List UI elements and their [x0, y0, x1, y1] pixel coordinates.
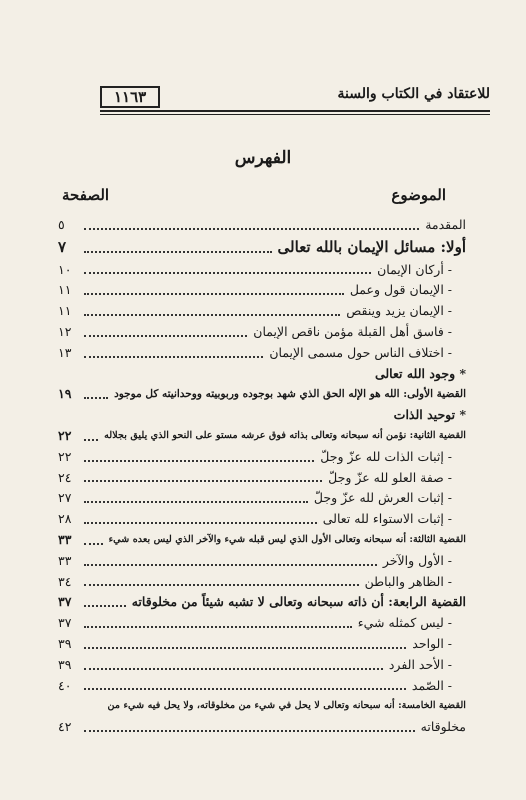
- toc-entry-page: ١٢: [58, 324, 72, 340]
- toc-entry-label: - صفة العلو لله عزّ وجلّ: [328, 469, 452, 485]
- toc-entry-label: - أركان الإيمان: [377, 261, 452, 277]
- leader-dots: [84, 302, 340, 317]
- toc-entry-page: ١٣: [58, 344, 72, 360]
- toc-entry-label: - ليس كمثله شيء: [357, 615, 452, 631]
- toc-entry-page: ١١: [58, 303, 72, 319]
- toc-entry-page: ١١: [58, 282, 72, 298]
- leader-dots: [84, 260, 371, 275]
- toc-entry: [58, 467, 466, 488]
- toc-entry-page: ٤٢: [58, 719, 72, 735]
- toc-entry-page: ٥: [58, 216, 65, 232]
- page-number: ١١٦٣: [100, 86, 160, 108]
- toc-entry-page: ٧: [58, 237, 67, 256]
- leader-dots: [84, 385, 108, 400]
- leader-dots: [84, 551, 377, 566]
- toc-entry: [58, 342, 466, 363]
- leader-dots: [84, 343, 263, 358]
- toc-section-label: * توحيد الذات: [393, 407, 466, 423]
- toc-entry-page: ٢٧: [58, 490, 72, 506]
- toc-entry-label: المقدمة: [425, 216, 466, 232]
- toc-entry-label: - إثبات العرش لله عزّ وجلّ: [313, 490, 452, 506]
- toc-section-heading: [58, 404, 466, 425]
- column-topic-heading: الموضوع: [391, 186, 446, 204]
- toc-entry-label: أولا: مسائل الإيمان بالله تعالى: [277, 237, 466, 256]
- toc-entry-page: ٢٤: [58, 469, 72, 485]
- toc-entry: [58, 612, 466, 633]
- leader-dots: [84, 281, 344, 296]
- toc-entry: [58, 633, 466, 654]
- toc-title: الفهرس: [234, 148, 292, 168]
- toc-entry-label: - إثبات الذات لله عزّ وجلّ: [320, 448, 452, 464]
- toc-entry-page: ٣٧: [58, 615, 72, 631]
- leader-dots: [84, 593, 126, 608]
- toc-entry-label: - فاسق أهل القبلة مؤمن ناقص الإيمان: [253, 324, 452, 340]
- toc-entry-label: - الصّمد: [411, 677, 452, 693]
- toc-entry-page: ٣٧: [58, 594, 72, 610]
- leader-dots: [84, 489, 308, 504]
- toc-entry: [58, 300, 466, 321]
- toc-entry-label: القضية الرابعة: أن ذاته سبحانه وتعالى لا تشبه شيئاً من مخلوقاته: [131, 594, 466, 610]
- toc-entry-page: ٣٩: [58, 636, 72, 652]
- toc-entry-page: ٣٤: [58, 573, 72, 589]
- toc-entry: [58, 235, 466, 259]
- toc-entry-first-line: [58, 696, 466, 717]
- leader-dots: [84, 215, 419, 230]
- leader-dots: [84, 510, 317, 525]
- toc-entry: [58, 654, 466, 675]
- toc-entry-page: ١٠: [58, 261, 72, 277]
- toc-entry: [58, 259, 466, 280]
- leader-dots: [84, 655, 383, 670]
- header-rule-thick: [100, 110, 490, 112]
- toc-entry-page: ٢٢: [58, 448, 72, 464]
- leader-dots: [84, 717, 415, 732]
- toc-section-heading: [58, 363, 466, 384]
- toc-entry-label: - اختلاف الناس حول مسمى الإيمان: [269, 344, 452, 360]
- leader-dots: [84, 447, 314, 462]
- leader-dots: [84, 613, 352, 628]
- toc-entry-label: - الظاهر والباطن: [364, 573, 452, 589]
- toc-entry: [58, 550, 466, 571]
- toc-entry: [58, 529, 466, 550]
- leader-dots: [84, 468, 322, 483]
- leader-dots: [84, 322, 247, 337]
- toc-entry-page: ٢٨: [58, 511, 72, 527]
- leader-dots: [84, 426, 98, 441]
- running-title: للاعتقاد في الكتاب والسنة: [337, 86, 490, 102]
- toc-entry: [58, 571, 466, 592]
- toc-entry-page: ٣٩: [58, 656, 72, 672]
- toc-entry-label: القضية الثالثة: أنه سبحانه وتعالى الأول الذي ليس قبله شيء والآخر الذي ليس بعده شيء: [108, 534, 466, 546]
- running-header: [100, 86, 490, 108]
- toc-entry-label: القضية الثانية: نؤمن أنه سبحانه وتعالى بذاته فوق عرشه مستو على النحو الذي يليق بجلاله: [104, 430, 466, 442]
- toc-entry-page: ٣٣: [58, 532, 72, 548]
- leader-dots: [84, 530, 103, 545]
- toc-entry: [58, 508, 466, 529]
- toc-entry: [58, 425, 466, 446]
- toc-entry-label: - الواحد: [412, 636, 452, 652]
- leader-dots: [84, 676, 406, 691]
- toc-entry: [58, 280, 466, 301]
- toc-entry-page: ٣٣: [58, 552, 72, 568]
- toc-entry: [58, 214, 466, 235]
- toc-entries: [58, 214, 466, 737]
- toc-entry-label: - الإيمان قول وعمل: [349, 282, 452, 298]
- toc-entry-label: - إثبات الاستواء لله تعالى: [322, 511, 452, 527]
- leader-dots: [84, 236, 272, 253]
- toc-entry: [58, 384, 466, 405]
- toc-entry-page: ٢٢: [58, 428, 72, 444]
- toc-entry: [58, 321, 466, 342]
- toc-entry-page: ٤٠: [58, 677, 72, 693]
- toc-entry: [58, 488, 466, 509]
- toc-entry-page: ١٩: [58, 386, 72, 402]
- toc-entry-label: مخلوقاته: [420, 719, 466, 735]
- leader-dots: [84, 634, 406, 649]
- toc-entry-label: القضية الخامسة: أنه سبحانه وتعالى لا يحل في شيء من مخلوقاته، ولا يحل فيه شيء من: [107, 700, 466, 712]
- toc-entry: [58, 675, 466, 696]
- toc-entry-label: - الأحد الفرد: [388, 656, 452, 672]
- toc-entry: [58, 446, 466, 467]
- column-page-heading: الصفحة: [62, 186, 110, 204]
- toc-section-label: * وجود الله تعالى: [374, 365, 466, 381]
- toc-entry: [58, 592, 466, 613]
- toc-entry: [58, 716, 466, 737]
- toc-entry-label: - الإيمان يزيد وينقص: [346, 303, 452, 319]
- header-rule-thin: [100, 114, 490, 115]
- toc-entry-label: - الأول والآخر: [382, 552, 452, 568]
- leader-dots: [84, 572, 359, 587]
- toc-entry-label: القضية الأولى: الله هو الإله الحق الذي شهد بوجوده وربوبيته ووحدانيته كل موجود: [114, 387, 466, 400]
